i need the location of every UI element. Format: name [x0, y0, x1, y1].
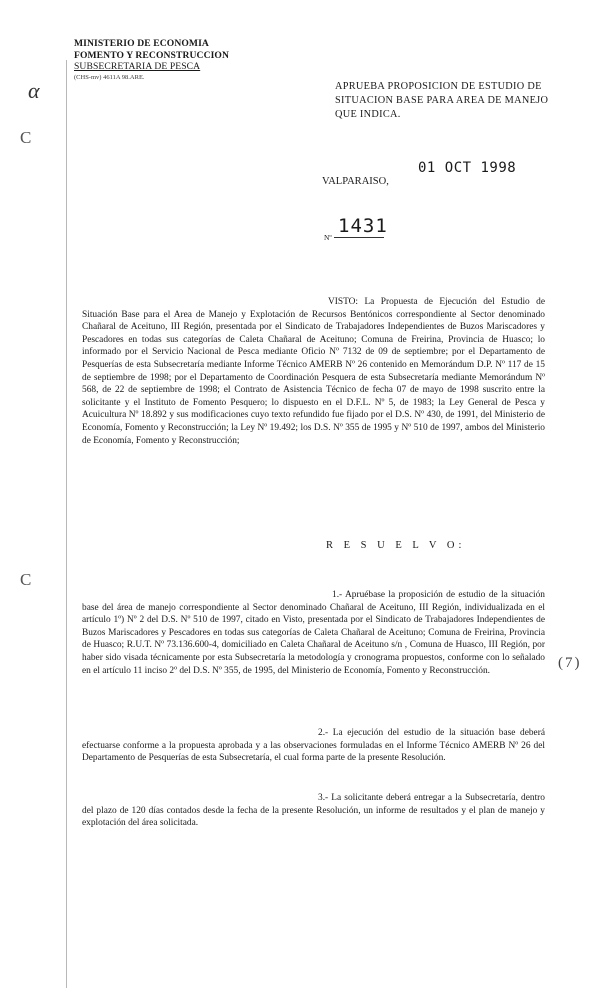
- resolution-point-2: 2.- La ejecución del estudio de la situación base deberá efectuarse conforme a la propuesta aprobada y a las observaciones formuladas en el Informe Técnico AMERB Nº 26 del Departamento de Pesquerías de esta Subsecretaría, el cual forma parte de la presente Resolución.: [82, 728, 545, 764]
- punch-hole-icon: C: [20, 128, 32, 147]
- ministry-name: MINISTERIO DE ECONOMIA: [74, 38, 209, 49]
- place-label: VALPARAISO,: [322, 176, 389, 187]
- date-stamp: 01 OCT 1998: [418, 160, 517, 176]
- ministry-name-continued: FOMENTO Y RECONSTRUCCION: [74, 49, 230, 61]
- resuelvo-heading: R E S U E L V O:: [326, 540, 466, 551]
- punch-hole-icon: C: [20, 570, 32, 589]
- visto-paragraph: VISTO: La Propuesta de Ejecución del Estudio de Situación Base para el Area de Manejo y Explotación de Recursos Bentónicos correspondiente al Sector denominado Chañaral de Aceituno, III Región, presentada por el Sindicato de Trabajadores Independientes de Buzos Mariscadores y Pescadores en todas sus categorías de Caleta Chañaral de Aceituno; Comuna de Freirina, Provincia de Huasco; lo informado por el Servicio Nacional de Pesca mediante Oficio Nº 7132 de 09 de septiembre; por el Departamento de Pesquerías de esta Subsecretaría mediante Informe Técnico AMERB Nº 26 contenido en Memorándum D.P. Nº 117 de 15 de septiembre de 1998; por el Departamento de Coordinación Pesquera de esta Subsecretaría mediante Memorándum Nº 568, de 22 de septiembre de 1998; el Contrato de Asistencia Técnico de fecha 07 de mayo de 1998 suscrito entre la solicitante y el Instituto de Fomento Pesquero; lo dispuesto en el D.F.L. Nº 5, de 1983; la Ley General de Pesca y Acuicultura Nº 18.892 y sus modificaciones cuyo texto refundido fue fijado por el D.S. Nº 430, de 1991, del Ministerio de Economía, Fomento y Reconstrucción; la Ley Nº 19.492; los D.S. Nº 355 de 1995 y Nº 510 de 1997, ambos del Ministerio de Economía, Fomento y Reconstrucción;: [82, 297, 545, 446]
- document-subject: APRUEBA PROPOSICION DE ESTUDIO DE SITUACION BASE PARA AREA DE MANEJO QUE INDICA.: [335, 81, 549, 120]
- ministry-header: [74, 38, 244, 82]
- undersecretariat-name: SUBSECRETARIA DE PESCA: [74, 61, 201, 72]
- document-code: (CHS-mv) 4611A 98.ARE.: [74, 73, 145, 81]
- handwritten-mark: α: [28, 78, 40, 103]
- resolution-number: 1431: [334, 215, 384, 238]
- resolution-point-3: 3.- La solicitante deberá entregar a la Subsecretaría, dentro del plazo de 120 días contados desde la fecha de la presente Resolución, un informe de resultados y el plan de manejo y explotación del área solicitada.: [82, 793, 545, 829]
- number-label: Nº: [324, 233, 332, 242]
- margin-rule: [66, 60, 67, 988]
- margin-annotation: (7): [558, 655, 582, 671]
- resolution-point-1: 1.- Apruébase la proposición de estudio de la situación base del área de manejo correspondiente al Sector denominado Chañaral de Aceituno, III Región, individualizada en el artículo 1º) Nº 2 del D.S. Nº 510 de 1997, citado en Visto, presentada por el Sindicato de Trabajadores Independientes de Buzos Mariscadores y Pescadores en todas sus categorías de Caleta Chañaral de Aceituno; Comuna de Freirina, Provincia de Huasco; R.U.T. Nº 73.136.600-4, domiciliado en Caleta Chañaral de Aceituno s/n , Comuna de Huasco, III Región, por haber sido visada técnicamente por esta Subsecretaría la metodología y cronograma propuestos, conforme con lo señalado en el artículo 11 inciso 2º del D.S. Nº 355, de 1995, del Ministerio de Economía, Fomento y Reconstrucción.: [82, 590, 545, 676]
